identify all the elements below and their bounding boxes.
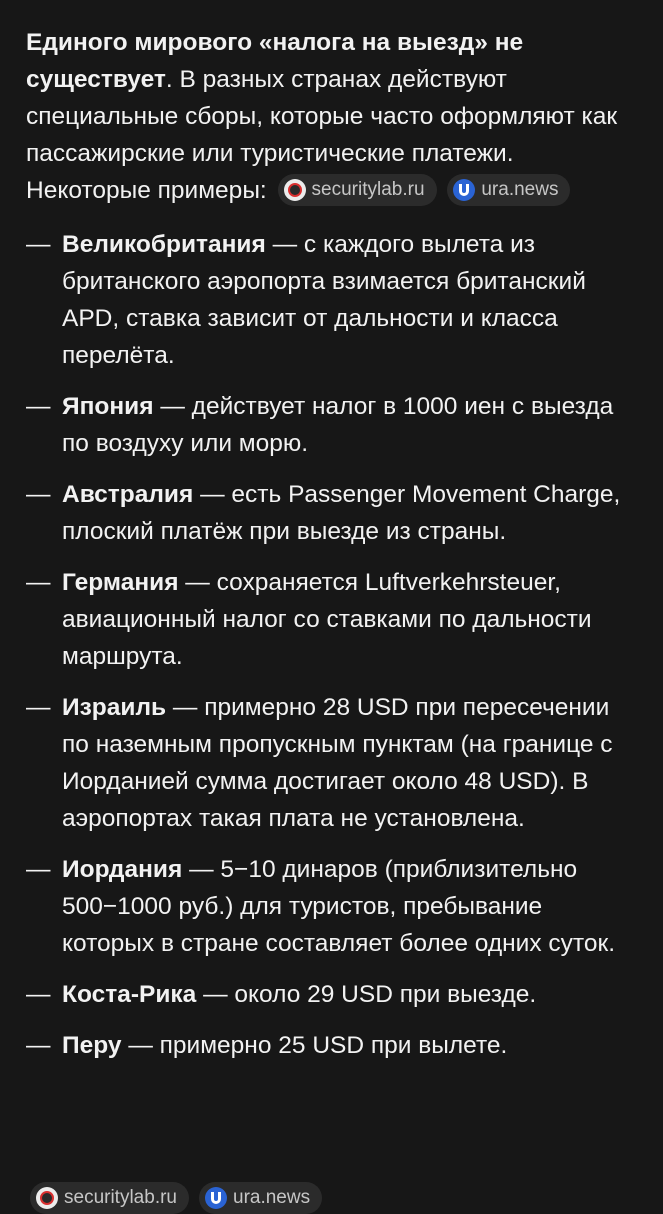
list-item-text <box>62 1027 641 1064</box>
list-item <box>26 226 641 374</box>
source-chip-label: securitylab.ru <box>311 178 425 200</box>
country-name: Австралия <box>62 481 194 508</box>
list-dash: — <box>26 856 51 883</box>
country-name: Израиль <box>62 694 167 721</box>
country-name: Германия <box>62 569 179 596</box>
country-description: — действует налог в 1000 иен с выезда по воздуху или морю. <box>62 393 614 457</box>
source-chip-label: securitylab.ru <box>64 1187 177 1208</box>
list-item-text <box>62 476 641 550</box>
list-item-text <box>62 689 641 837</box>
country-description: — 5−10 динаров (приблизительно 500−1000 руб.) для туристов, пребывание которых в стране составляет более одних суток. <box>62 856 616 957</box>
source-chip-label: ura.news <box>481 178 559 200</box>
list-item <box>26 476 641 550</box>
securitylab-icon <box>284 179 306 201</box>
list-item-text <box>62 976 641 1013</box>
list-dash: — <box>26 694 51 721</box>
intro-bold: Единого мирового «налога на выезд» не существует <box>26 29 524 93</box>
source-chip-label: ura.news <box>233 1187 311 1208</box>
list-dash: — <box>26 569 51 596</box>
country-description: — сохраняется Luftverkehrsteuer, авиационный налог со ставками по дальности маршрута. <box>62 569 592 670</box>
country-description: — есть Passenger Movement Charge, плоский платёж при выезде из страны. <box>62 481 621 545</box>
list-item-text <box>62 226 641 374</box>
source-chip-securitylab[interactable] <box>30 1182 189 1214</box>
answer-content <box>26 24 641 1078</box>
ura-news-icon <box>205 1187 227 1209</box>
ura-news-icon <box>453 179 475 201</box>
list-item-text <box>62 564 641 675</box>
country-name: Перу <box>62 1032 122 1059</box>
list-dash: — <box>26 981 51 1008</box>
source-chip-ura-news[interactable] <box>447 174 570 206</box>
source-chip-securitylab[interactable] <box>278 174 437 206</box>
list-item-text <box>62 851 641 962</box>
country-name: Великобритания <box>62 231 266 258</box>
country-description: — с каждого вылета из британского аэропорта взимается британский APD, ставка зависит от дальности и класса перелёта. <box>62 231 586 369</box>
list-dash: — <box>26 231 51 258</box>
list-item <box>26 388 641 462</box>
list-dash: — <box>26 393 51 420</box>
securitylab-icon <box>36 1187 58 1209</box>
list-item <box>26 689 641 837</box>
source-chip-ura-news[interactable] <box>199 1182 322 1214</box>
list-dash: — <box>26 481 51 508</box>
country-name: Япония <box>62 393 154 420</box>
list-item-text <box>62 388 641 462</box>
country-description: — примерно 28 USD при пересечении по наземным пропускным пунктам (на границе с Иорданией сумма достигает около 48 USD). В аэропортах такая плата не установлена. <box>62 694 613 832</box>
intro-text: . В разных странах действуют специальные сборы, которые часто оформляют как пассажирские или туристические платежи. Некоторые примеры: <box>26 66 618 204</box>
list-dash: — <box>26 1032 51 1059</box>
list-item <box>26 1027 641 1064</box>
intro-paragraph <box>26 24 641 209</box>
country-name: Иордания <box>62 856 183 883</box>
country-list <box>26 226 641 1064</box>
list-item <box>26 851 641 962</box>
country-name: Коста-Рика <box>62 981 197 1008</box>
country-description: — примерно 25 USD при вылете. <box>121 1032 508 1059</box>
sources-footer <box>30 1182 322 1214</box>
list-item <box>26 976 641 1013</box>
list-item <box>26 564 641 675</box>
country-description: — около 29 USD при выезде. <box>196 981 537 1008</box>
